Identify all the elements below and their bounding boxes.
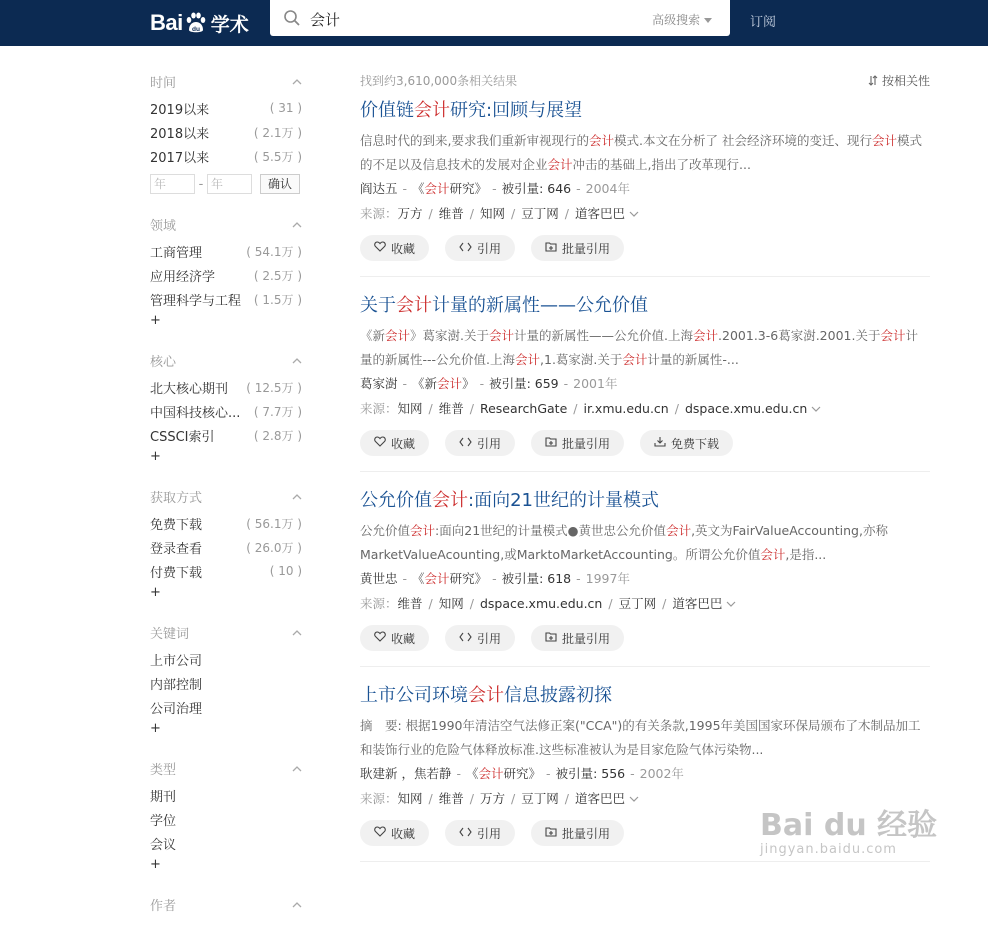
cite-count-label: 被引量: xyxy=(555,766,602,781)
filter-item-label: 内部控制 xyxy=(150,677,203,693)
filter-group-header[interactable] xyxy=(150,889,302,919)
result-title-link[interactable] xyxy=(360,291,930,321)
chevron-up-icon[interactable] xyxy=(292,763,302,773)
year-from-input[interactable]: 年 xyxy=(150,174,195,194)
chevron-down-icon[interactable] xyxy=(807,401,821,416)
code-icon xyxy=(459,826,477,840)
chevron-down-icon[interactable] xyxy=(625,791,639,806)
title-text: 价值链 xyxy=(360,100,414,121)
journal-link[interactable] xyxy=(412,376,475,391)
advanced-search-label: 高级搜索 xyxy=(652,13,701,27)
source-link[interactable]: 豆丁网 xyxy=(521,206,559,221)
folder-add-icon xyxy=(545,436,562,450)
keyword-highlight: 会计 xyxy=(410,523,436,538)
keyword-highlight: 会计 xyxy=(693,328,719,343)
favorite-button[interactable] xyxy=(360,820,429,846)
filter-item[interactable] xyxy=(150,144,302,168)
filter-item-label: 学位 xyxy=(150,813,177,829)
author-link[interactable]: 耿建新 ，焦若静 xyxy=(360,766,452,781)
button-label: 批量引用 xyxy=(562,241,611,256)
watermark-sub: jingyan.baidu.com xyxy=(760,842,897,857)
source-label: 来源： xyxy=(360,596,398,611)
free-download-button[interactable] xyxy=(640,430,733,456)
result-meta xyxy=(360,372,930,396)
separator: - xyxy=(402,571,408,586)
results-list xyxy=(360,66,930,862)
filter-item[interactable] xyxy=(150,647,302,671)
source-label: 来源： xyxy=(360,791,398,806)
heart-icon xyxy=(374,826,391,840)
separator: - xyxy=(479,376,485,391)
expand-more-button[interactable]: + xyxy=(150,313,161,328)
button-label: 收藏 xyxy=(391,826,416,841)
keyword-highlight: 会计 xyxy=(622,352,648,367)
separator: / xyxy=(428,791,433,806)
year-range xyxy=(150,173,302,195)
source-link[interactable]: 道客巴巴 xyxy=(672,596,723,611)
title-text: 计量的新属性——公允价值 xyxy=(432,295,648,316)
logo-paw-text: du xyxy=(191,26,200,33)
result-abstract xyxy=(360,714,930,762)
journal-text: 《 xyxy=(466,766,479,781)
filter-group-core xyxy=(150,345,302,467)
abstract-text: ,是指... xyxy=(785,547,827,562)
filter-item-label: CSSCI索引 xyxy=(150,429,215,445)
chevron-up-icon[interactable] xyxy=(292,76,302,86)
filter-group-header[interactable] xyxy=(150,66,302,96)
separator: / xyxy=(511,206,516,221)
separator: - xyxy=(492,571,497,586)
filter-item-count: ( 5.5万 ) xyxy=(253,149,302,164)
separator: - xyxy=(576,571,581,586)
result-sources xyxy=(360,396,930,422)
journal-link[interactable] xyxy=(466,766,541,781)
filter-item-count: ( 2.1万 ) xyxy=(253,125,302,140)
separator: / xyxy=(573,401,578,416)
folder-add-icon xyxy=(545,241,562,255)
cite-button[interactable] xyxy=(445,625,515,651)
title-text: 研究:回顾与展望 xyxy=(450,100,583,121)
separator: / xyxy=(469,206,474,221)
filter-item-label: 2018以来 xyxy=(150,126,210,142)
result-meta xyxy=(360,177,930,201)
filter-item-count: ( 10 ) xyxy=(269,564,302,578)
filter-item-label: 北大核心期刊 xyxy=(150,381,229,397)
batch-cite-button[interactable] xyxy=(531,820,624,846)
filter-item[interactable] xyxy=(150,287,302,311)
filter-item-label: 2019以来 xyxy=(150,102,210,118)
expand-more-button[interactable]: + xyxy=(150,449,161,464)
chevron-up-icon[interactable] xyxy=(292,491,302,501)
favorite-button[interactable] xyxy=(360,430,429,456)
result-count: 找到约3,610,000条相关结果 xyxy=(360,73,518,88)
watermark-main: Bai du 经验 xyxy=(760,808,938,843)
title-text: 关于 xyxy=(360,295,396,316)
keyword-highlight: 会计 xyxy=(666,523,692,538)
keyword-highlight: 会计 xyxy=(432,490,468,511)
separator: / xyxy=(564,791,569,806)
result-item xyxy=(360,291,930,472)
journal-link[interactable] xyxy=(412,571,487,586)
keyword-highlight: 会计 xyxy=(424,571,450,586)
filter-item-label: 管理科学与工程 xyxy=(150,293,242,309)
cite-count-label: 被引量: xyxy=(501,181,548,196)
journal-text: 研究》 xyxy=(503,766,542,781)
abstract-text: 计量的新属性---公允价值.上海 xyxy=(360,328,918,367)
search-input[interactable]: 会计 xyxy=(310,11,341,29)
filter-item[interactable] xyxy=(150,120,302,144)
journal-text: 《新 xyxy=(412,376,438,391)
source-link[interactable]: 道客巴巴 xyxy=(574,206,625,221)
filter-group-header[interactable] xyxy=(150,345,302,375)
filter-item-label: 会议 xyxy=(150,837,177,853)
separator: - xyxy=(630,766,635,781)
keyword-highlight: 会计 xyxy=(468,685,504,706)
source-label: 来源： xyxy=(360,206,398,221)
filter-item-label: 工商管理 xyxy=(150,245,203,261)
publish-year: 2004年 xyxy=(585,181,630,196)
filter-item-label: 上市公司 xyxy=(150,653,203,669)
cite-button[interactable] xyxy=(445,235,515,261)
download-icon xyxy=(654,436,671,450)
filter-item[interactable] xyxy=(150,535,302,559)
button-label: 收藏 xyxy=(391,436,416,451)
abstract-text: 《新 xyxy=(360,328,386,343)
button-label: 批量引用 xyxy=(562,436,611,451)
button-label: 引用 xyxy=(477,241,502,256)
button-label: 引用 xyxy=(477,826,502,841)
button-label: 免费下载 xyxy=(671,436,720,451)
source-link[interactable]: 豆丁网 xyxy=(618,596,657,611)
separator: / xyxy=(564,206,569,221)
filter-group-access xyxy=(150,481,302,603)
logo-text: Bai xyxy=(150,10,183,35)
filter-item-label: 公司治理 xyxy=(150,701,203,717)
advanced-search-link[interactable] xyxy=(652,11,712,28)
year-to-input[interactable]: 年 xyxy=(207,174,252,194)
filter-item-count: ( 1.5万 ) xyxy=(253,292,302,307)
separator: - xyxy=(546,766,551,781)
abstract-text: :面向21世纪的计量模式●黄世忠公允价值 xyxy=(435,523,667,538)
paw-icon xyxy=(184,11,208,35)
button-label: 引用 xyxy=(477,631,502,646)
search-box[interactable] xyxy=(270,0,730,36)
button-label: 收藏 xyxy=(391,631,416,646)
filter-item[interactable] xyxy=(150,783,302,807)
keyword-highlight: 会计 xyxy=(414,100,450,121)
folder-add-icon xyxy=(545,631,562,645)
batch-cite-button[interactable] xyxy=(531,430,624,456)
abstract-text: 公允价值 xyxy=(360,523,411,538)
filter-item-label: 期刊 xyxy=(150,789,177,805)
keyword-highlight: 会计 xyxy=(489,328,515,343)
subscribe-link[interactable]: 订阅 xyxy=(750,15,777,30)
title-text: 信息披露初探 xyxy=(504,685,612,706)
batch-cite-button[interactable] xyxy=(531,625,624,651)
results-header xyxy=(360,66,930,94)
chevron-down-icon[interactable] xyxy=(625,206,639,221)
separator: / xyxy=(469,596,474,611)
source-link[interactable]: 豆丁网 xyxy=(521,791,559,806)
folder-add-icon xyxy=(545,826,562,840)
cite-count[interactable]: 659 xyxy=(534,376,559,391)
separator: / xyxy=(428,401,433,416)
chevron-up-icon[interactable] xyxy=(292,899,302,909)
separator: / xyxy=(428,596,433,611)
abstract-text: ,英文为FairValueAccounting,亦称MarketValueAcounting,或MarktoMarketAccounting。所谓公允价值 xyxy=(360,523,888,562)
keyword-highlight: 会计 xyxy=(760,547,786,562)
cite-count-label: 被引量: xyxy=(501,571,548,586)
abstract-text: 冲击的基础上,指出了改革现行... xyxy=(572,157,751,172)
cite-count[interactable]: 556 xyxy=(601,766,626,781)
source-link[interactable]: 维普 xyxy=(438,401,464,416)
abstract-text: 信息时代的到来,要求我们重新审视现行的 xyxy=(360,133,589,148)
filter-item[interactable] xyxy=(150,239,302,263)
filter-group-header[interactable] xyxy=(150,481,302,511)
filter-group-author xyxy=(150,889,302,919)
filter-item-label: 2017以来 xyxy=(150,150,210,166)
filter-item[interactable] xyxy=(150,559,302,583)
title-text: 上市公司环境 xyxy=(360,685,468,706)
filter-item-count: ( 7.7万 ) xyxy=(253,404,302,419)
filter-item-count: ( 54.1万 ) xyxy=(246,244,302,259)
filter-sidebar xyxy=(150,66,302,933)
source-link[interactable]: ResearchGate xyxy=(479,401,568,416)
journal-text: 研究》 xyxy=(449,181,488,196)
filter-item[interactable] xyxy=(150,399,302,423)
result-title-link[interactable] xyxy=(360,96,930,126)
cite-button[interactable] xyxy=(445,820,515,846)
filter-group-header[interactable] xyxy=(150,209,302,239)
chevron-up-icon[interactable] xyxy=(292,219,302,229)
caret-down-icon xyxy=(704,13,712,27)
source-link[interactable]: 知网 xyxy=(479,206,505,221)
abstract-text: 计量的新属性-... xyxy=(647,352,739,367)
title-text: 公允价值 xyxy=(360,490,432,511)
separator: / xyxy=(608,596,613,611)
filter-item-label: 应用经济学 xyxy=(150,269,216,285)
separator: - xyxy=(456,766,461,781)
separator: - xyxy=(492,181,497,196)
heart-icon xyxy=(374,436,391,450)
sort-label: 按相关性 xyxy=(881,73,930,88)
separator: - xyxy=(402,376,408,391)
filter-item[interactable] xyxy=(150,423,302,447)
abstract-text: 模式.本文在分析了 社会经济环境的变迁、现行 xyxy=(614,133,872,148)
result-actions xyxy=(360,625,930,651)
source-link[interactable]: 知网 xyxy=(397,401,423,416)
filter-item-label: 付费下载 xyxy=(150,565,203,581)
filter-item[interactable] xyxy=(150,807,302,831)
result-actions xyxy=(360,430,930,456)
button-label: 引用 xyxy=(477,436,502,451)
chevron-down-icon[interactable] xyxy=(722,596,736,611)
batch-cite-button[interactable] xyxy=(531,235,624,261)
code-icon xyxy=(459,241,477,255)
abstract-text: ,1.葛家澍.关于 xyxy=(540,352,623,367)
result-meta xyxy=(360,567,930,591)
filter-item-label: 免费下载 xyxy=(150,517,203,533)
keyword-highlight: 会计 xyxy=(437,376,463,391)
result-container xyxy=(360,96,930,862)
filter-group-header[interactable] xyxy=(150,617,302,647)
title-text: :面向21世纪的计量模式 xyxy=(468,490,659,511)
source-link[interactable]: 道客巴巴 xyxy=(574,791,625,806)
journal-text: 《 xyxy=(412,571,425,586)
source-link[interactable]: dspace.xmu.edu.cn xyxy=(684,401,808,416)
abstract-text: 计量的新属性——公允价值.上海 xyxy=(514,328,694,343)
keyword-highlight: 会计 xyxy=(547,157,573,172)
journal-link[interactable] xyxy=(412,181,487,196)
code-icon xyxy=(459,436,477,450)
chevron-up-icon[interactable] xyxy=(292,355,302,365)
expand-more-button[interactable]: + xyxy=(150,721,161,736)
sort-dropdown[interactable] xyxy=(868,72,930,89)
filter-item-label: 登录查看 xyxy=(150,541,203,557)
result-abstract xyxy=(360,324,930,372)
source-link[interactable]: 万方 xyxy=(397,206,423,221)
keyword-highlight: 会计 xyxy=(478,766,504,781)
source-link[interactable]: 万方 xyxy=(479,791,505,806)
keyword-highlight: 会计 xyxy=(424,181,450,196)
button-label: 批量引用 xyxy=(562,826,611,841)
source-link[interactable]: 维普 xyxy=(397,596,423,611)
logo-suffix: 学术 xyxy=(210,13,249,36)
filter-item[interactable] xyxy=(150,831,302,855)
keyword-highlight: 会计 xyxy=(515,352,541,367)
cite-count[interactable]: 618 xyxy=(547,571,572,586)
confirm-button[interactable]: 确认 xyxy=(260,174,300,194)
abstract-text: 》葛家澍.关于 xyxy=(410,328,490,343)
filter-group-title: 关键词 xyxy=(150,626,190,642)
separator: / xyxy=(469,791,474,806)
heart-icon xyxy=(374,631,391,645)
filter-item[interactable] xyxy=(150,671,302,695)
source-link[interactable]: 维普 xyxy=(438,791,464,806)
result-actions xyxy=(360,235,930,261)
publish-year: 2002年 xyxy=(639,766,684,781)
abstract-text: 模式的不足以及信息技术的发展对企业 xyxy=(360,133,922,172)
source-link[interactable]: ir.xmu.edu.cn xyxy=(583,401,669,416)
result-title-link[interactable] xyxy=(360,681,930,711)
filter-group-title: 领域 xyxy=(150,218,177,234)
cite-count-label: 被引量: xyxy=(489,376,535,391)
filter-item-count: ( 12.5万 ) xyxy=(246,380,302,395)
expand-more-button[interactable]: + xyxy=(150,585,161,600)
favorite-button[interactable] xyxy=(360,625,429,651)
result-item xyxy=(360,96,930,277)
expand-more-button[interactable]: + xyxy=(150,857,161,872)
separator: / xyxy=(428,206,433,221)
author-link[interactable]: 黄世忠 xyxy=(360,571,398,586)
separator: / xyxy=(674,401,679,416)
result-sources xyxy=(360,201,930,227)
filter-group-title: 类型 xyxy=(150,762,177,778)
filter-item-count: ( 2.8万 ) xyxy=(253,428,302,443)
author-link[interactable]: 葛家澍 xyxy=(360,376,398,391)
top-bar xyxy=(0,0,988,46)
separator: / xyxy=(662,596,667,611)
filter-item-count: ( 31 ) xyxy=(269,101,302,115)
publish-year: 2001年 xyxy=(573,376,618,391)
source-label: 来源： xyxy=(360,401,398,416)
code-icon xyxy=(459,631,477,645)
filter-group-header[interactable] xyxy=(150,753,302,783)
keyword-highlight: 会计 xyxy=(871,133,897,148)
favorite-button[interactable] xyxy=(360,235,429,261)
result-abstract xyxy=(360,519,930,567)
keyword-highlight: 会计 xyxy=(396,295,432,316)
separator: / xyxy=(469,401,474,416)
filter-item[interactable] xyxy=(150,511,302,535)
filter-item-label: 中国科技核心... xyxy=(150,405,241,421)
button-label: 收藏 xyxy=(391,241,416,256)
filter-group-title: 作者 xyxy=(150,898,177,914)
filter-item[interactable] xyxy=(150,263,302,287)
baidu-jingyan-watermark xyxy=(760,800,937,857)
sort-icon xyxy=(868,75,878,86)
keyword-highlight: 会计 xyxy=(880,328,906,343)
result-meta xyxy=(360,762,930,786)
cite-count[interactable]: 646 xyxy=(547,181,572,196)
filter-group-time xyxy=(150,66,302,195)
result-title-link[interactable] xyxy=(360,486,930,516)
keyword-highlight: 会计 xyxy=(385,328,411,343)
filter-item[interactable] xyxy=(150,695,302,719)
journal-text: 《 xyxy=(412,181,425,196)
filter-item-count: ( 2.5万 ) xyxy=(253,268,302,283)
journal-text: 研究》 xyxy=(449,571,488,586)
filter-item[interactable] xyxy=(150,375,302,399)
filter-group-title: 时间 xyxy=(150,75,177,91)
chevron-up-icon[interactable] xyxy=(292,627,302,637)
filter-group-type xyxy=(150,753,302,875)
filter-group-title: 获取方式 xyxy=(150,490,203,506)
author-link[interactable]: 阎达五 xyxy=(360,181,398,196)
source-link[interactable]: 知网 xyxy=(397,791,423,806)
publish-year: 1997年 xyxy=(585,571,630,586)
filter-item-count: ( 26.0万 ) xyxy=(246,540,302,555)
source-link[interactable]: 维普 xyxy=(438,206,464,221)
result-item xyxy=(360,486,930,667)
filter-item[interactable] xyxy=(150,96,302,120)
source-link[interactable]: 知网 xyxy=(438,596,464,611)
separator: - xyxy=(402,181,408,196)
cite-button[interactable] xyxy=(445,430,515,456)
filter-group-keywords xyxy=(150,617,302,739)
abstract-text: 摘 要: 根据1990年清洁空气法修正案("CCA")的有关条款,1995年美国国家环保局颁布了木制品加工和装饰行业的危险气体释放标准.这些标准被认为是目家危险气体污染物... xyxy=(360,718,921,757)
search-icon[interactable] xyxy=(283,9,301,27)
result-sources xyxy=(360,591,930,617)
keyword-highlight: 会计 xyxy=(588,133,614,148)
filter-group-field xyxy=(150,209,302,331)
result-abstract xyxy=(360,129,930,177)
abstract-text: .2001.3-6葛家澍.2001.关于 xyxy=(718,328,881,343)
journal-text: 》 xyxy=(462,376,475,391)
filter-group-title: 核心 xyxy=(150,354,177,370)
baidu-xueshu-logo[interactable] xyxy=(150,6,249,40)
separator: - xyxy=(563,376,569,391)
heart-icon xyxy=(374,241,391,255)
filter-item-count: ( 56.1万 ) xyxy=(246,516,302,531)
range-dash: - xyxy=(198,176,204,192)
button-label: 批量引用 xyxy=(562,631,611,646)
separator: - xyxy=(576,181,581,196)
source-link[interactable]: dspace.xmu.edu.cn xyxy=(479,596,603,611)
separator: / xyxy=(511,791,516,806)
